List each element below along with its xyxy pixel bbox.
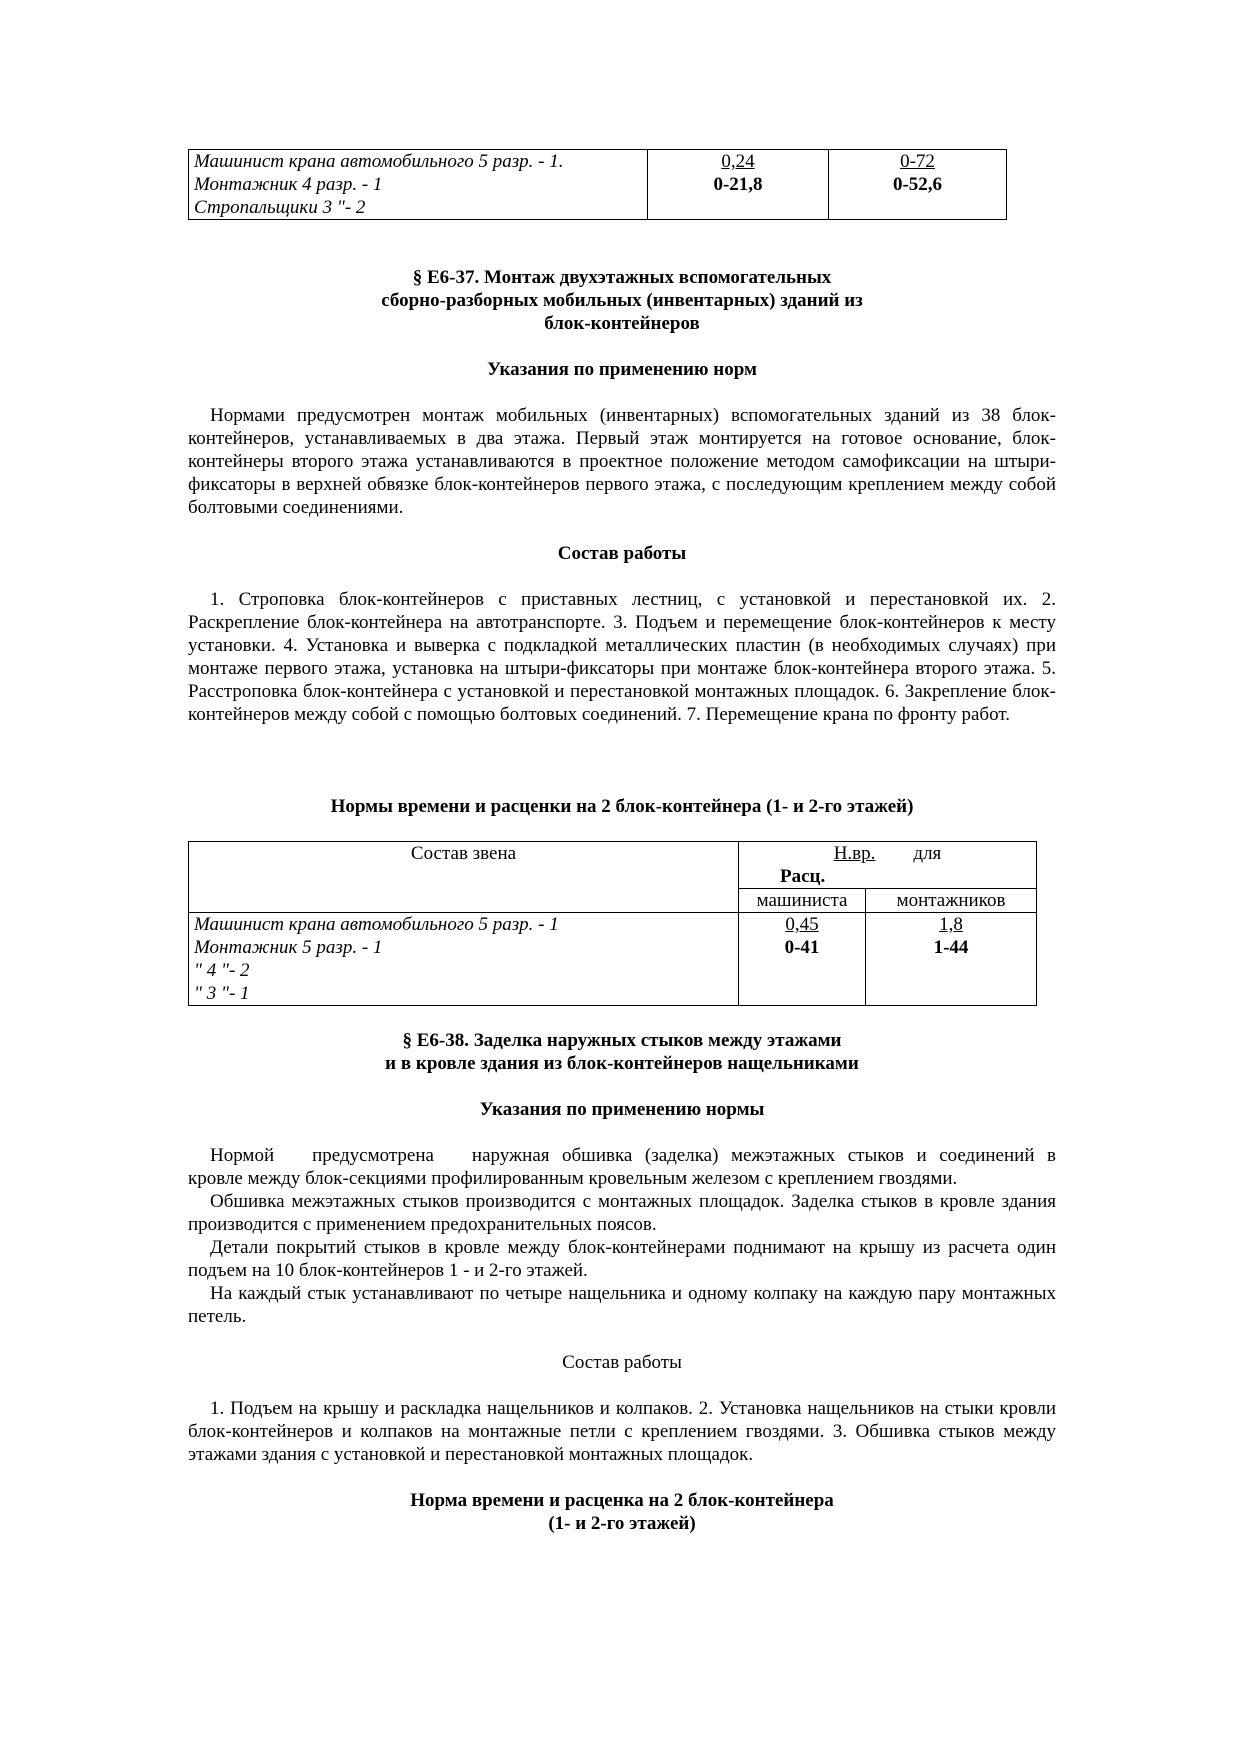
- crew-line: Стропальщики 3 "- 2: [194, 197, 366, 218]
- instructions-heading: Указания по применению норм: [487, 359, 757, 380]
- section-title-line: § Е6-38. Заделка наружных стыков между этажами: [402, 1030, 842, 1051]
- section-title: [188, 266, 1056, 335]
- norm-time-label: Н.вр.: [833, 843, 876, 864]
- instructions-paragraph: Обшивка межэтажных стыков производится с монтажных площадок. Заделка стыков в кровле здания производится с применением предохранительных поясов.: [188, 1191, 1056, 1235]
- value-cell-1: [648, 150, 829, 220]
- table-header-row: [189, 842, 1037, 889]
- crew-line: Монтажник 5 разр. - 1: [194, 937, 383, 958]
- for-label: для: [913, 843, 942, 864]
- section-title-line: блок-контейнеров: [544, 313, 700, 334]
- para-word: предусмотрена: [312, 1145, 434, 1166]
- rate-label: Расц.: [780, 866, 826, 887]
- value-cell-2: [829, 150, 1007, 220]
- crew-line: " 3 "- 1: [194, 983, 250, 1004]
- document-page: [188, 149, 1056, 1535]
- rate-value: 0-52,6: [892, 174, 943, 195]
- work-paragraph: 1. Подъем на крышу и раскладка нащельников и колпаков. 2. Установка нащельников на стыки кровли блок-контейнеров и колпаков на монтажные петли с креплением гвоздями. 3. Обшивка стыков между этажами здания с установкой и перестановкой монтажных площадок.: [188, 1398, 1056, 1465]
- para-text: наружная обшивка (заделка) межэтажных стыков и соединений в кровле между блок-секциями профилированным кровельным железом с креплением гвоздями.: [188, 1145, 1056, 1189]
- norms-table: [188, 841, 1037, 1006]
- norm-header: [739, 842, 1037, 889]
- assemblers-header: монтажников: [866, 889, 1037, 913]
- crew-cell: [189, 150, 648, 220]
- instructions-heading: Указания по применению нормы: [479, 1099, 765, 1120]
- table-row: [189, 150, 1007, 220]
- section-title-line: и в кровле здания из блок-контейнеров нащельниками: [385, 1053, 859, 1074]
- section-title: [188, 1029, 1056, 1075]
- rate-value: 0-41: [784, 937, 820, 958]
- norm-heading-line: (1- и 2-го этажей): [548, 1513, 696, 1534]
- instructions-paragraph: Детали покрытий стыков в кровле между блок-контейнерами поднимают на крышу из расчета один подъем на 10 блок-контейнеров 1 - и 2-го этажей.: [188, 1237, 1056, 1281]
- crew-line: Машинист крана автомобильного 5 разр. - 1: [194, 914, 559, 935]
- value-cell-2: [866, 913, 1037, 1006]
- machinist-header: машиниста: [739, 889, 866, 913]
- crew-line: Машинист крана автомобильного 5 разр. - 1.: [194, 151, 564, 172]
- norm-heading-line: Норма времени и расценка на 2 блок-контейнера: [410, 1490, 834, 1511]
- norms-heading: Нормы времени и расценки на 2 блок-контейнера (1- и 2-го этажей): [330, 796, 914, 817]
- norm-time-value: 0,24: [721, 151, 755, 172]
- instructions-paragraph: [188, 1144, 1056, 1190]
- norm-time-value: 0,45: [785, 914, 819, 935]
- crew-line: Монтажник 4 разр. - 1: [194, 174, 383, 195]
- norm-heading: [188, 1489, 1056, 1535]
- work-paragraph: 1. Строповка блок-контейнеров с приставных лестниц, с установкой и перестановкой их. 2. Раскрепление блок-контейнера на автотранспорте. 3. Подъем и перемещение блок-контейнеров к месту установки. 4. Установка и выверка с подкладкой металлических пластин (в необходимых случаях) при монтаже первого этажа, установка на штыри-фиксаторы при монтаже блок-контейнера второго этажа. 5. Расстроповка блок-контейнера с установкой и перестановкой монтажных площадок. 6. Закрепление блок-контейнеров между собой с помощью болтовых соединений. 7. Перемещение крана по фронту работ.: [188, 589, 1056, 725]
- para-word: Нормой: [210, 1145, 275, 1166]
- crew-line: " 4 "- 2: [194, 960, 250, 981]
- work-heading: Состав работы: [562, 1352, 682, 1373]
- rate-value: 1-44: [933, 937, 969, 958]
- norm-time-value: 0-72: [900, 151, 935, 172]
- section-title-line: § Е6-37. Монтаж двухэтажных вспомогательных: [412, 267, 832, 288]
- work-heading: Состав работы: [557, 543, 687, 564]
- rate-value: 0-21,8: [713, 174, 763, 195]
- instructions-paragraph: Нормами предусмотрен монтаж мобильных (инвентарных) вспомогательных зданий из 38 блок-контейнеров, устанавливаемых в два этажа. Первый этаж монтируется на готовое основание, блок-контейнеры второго этажа устанавливаются в проектное положение методом самофиксации на штыри-фиксаторы в верхней обвязке блок-контейнеров первого этажа, с последующим креплением между собой болтовыми соединениями.: [188, 405, 1056, 518]
- crew-header: Состав звена: [189, 842, 739, 913]
- value-cell-1: [739, 913, 866, 1006]
- norm-time-value: 1,8: [939, 914, 963, 935]
- top-norms-table: [188, 149, 1007, 220]
- table-row: [189, 913, 1037, 1006]
- crew-cell: [189, 913, 739, 1006]
- instructions-paragraph: На каждый стык устанавливают по четыре нащельника и одному колпаку на каждую пару монтажных петель.: [188, 1283, 1056, 1327]
- section-title-line: сборно-разборных мобильных (инвентарных) зданий из: [381, 290, 863, 311]
